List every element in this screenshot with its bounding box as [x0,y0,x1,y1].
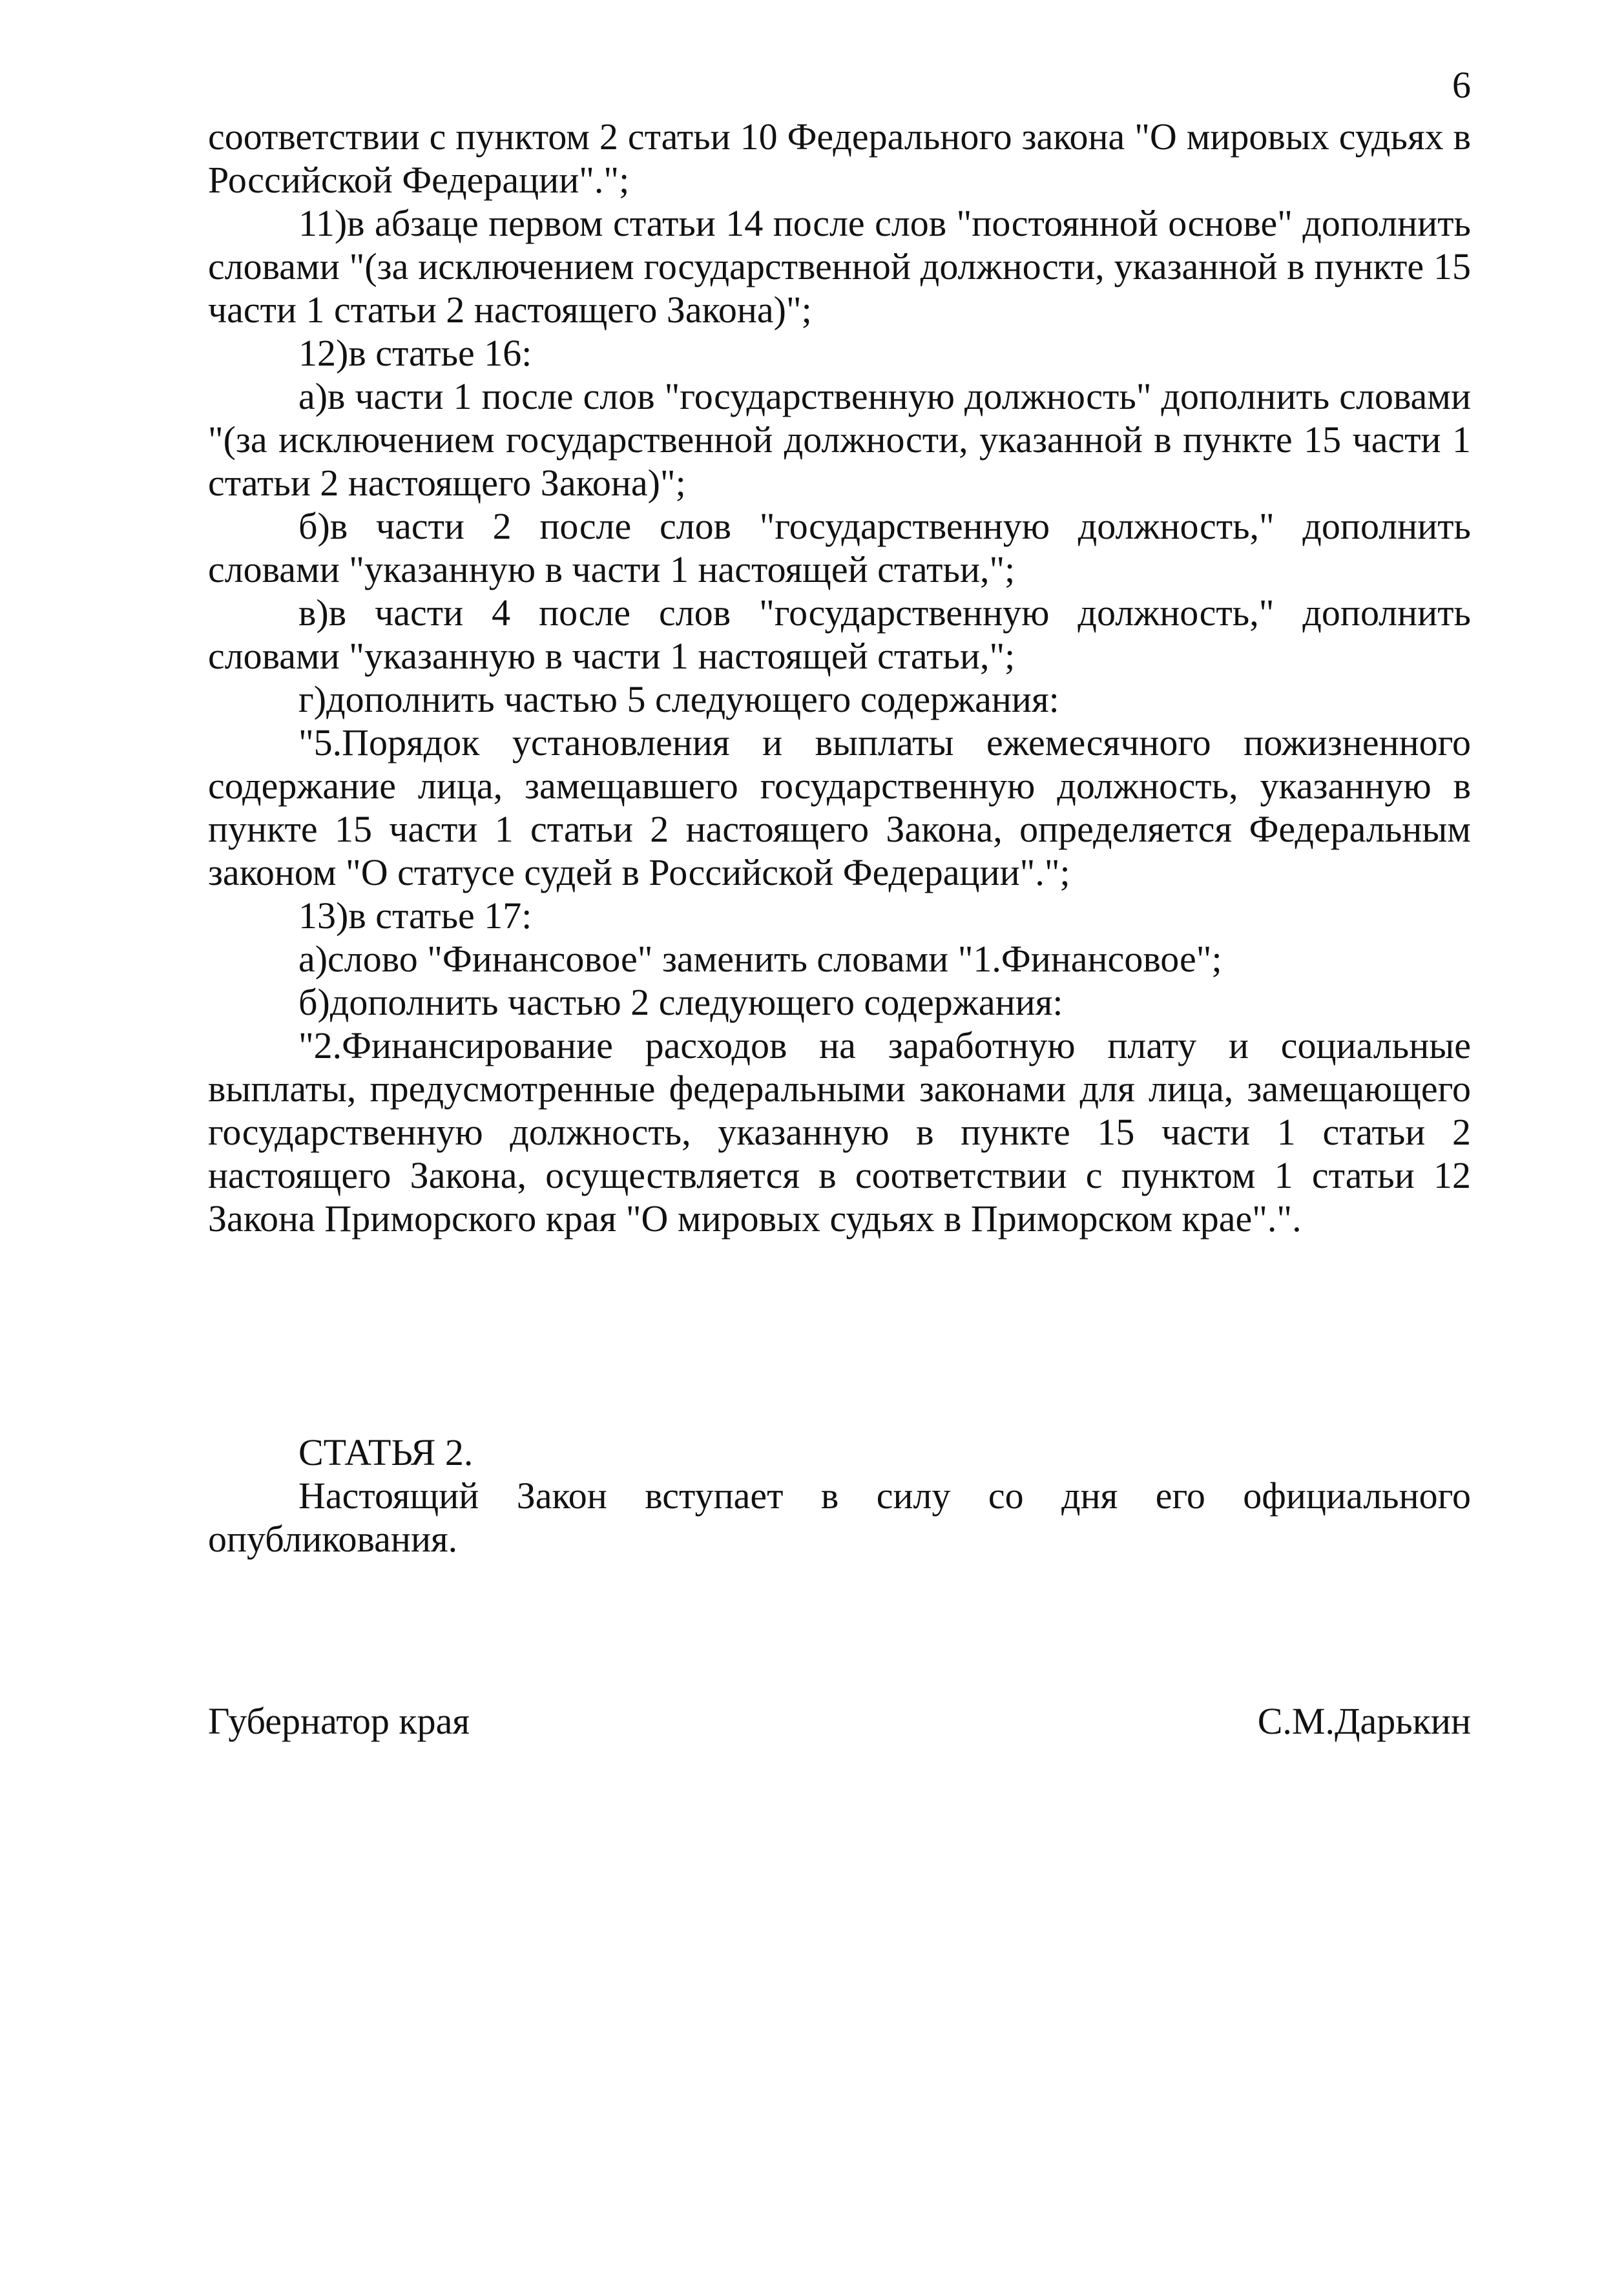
signature-title: Губернатор края [208,1700,470,1742]
page-number: 6 [1452,64,1471,106]
paragraph: б)дополнить частью 2 следующего содержания: [298,981,1063,1023]
paragraph: 12)в статье 16: [298,332,532,374]
document-text-block [208,115,1471,1743]
paragraph: 13)в статье 17: [298,895,532,937]
paragraph: 11)в абзаце первом статьи 14 после слов "постоянной основе" дополнить словами "(за исключением государственной должности, указанной в пункте 15 части 1 статьи 2 настоящего Закона)"; [208,202,1471,331]
spacer [208,1240,1471,1431]
signature-row [208,1699,1471,1743]
article-2-body: Настоящий Закон вступает в силу со дня его официального опубликования. [208,1475,1471,1560]
paragraph: г)дополнить частью 5 следующего содержания: [298,678,1059,720]
paragraph: соответствии с пунктом 2 статьи 10 Федерального закона "О мировых судьях в Российской Федерации"."; [208,116,1471,201]
article-2-heading: СТАТЬЯ 2. [298,1431,474,1473]
paragraph: "5.Порядок установления и выплаты ежемесячного пожизненного содержание лица, замещавшего государственную должность, указанную в пункте 15 части 1 статьи 2 настоящего Закона, определяется Федеральным законом "О статусе судей в Российской Федерации"."; [208,721,1471,893]
paragraph: а)слово "Финансовое" заменить словами "1.Финансовое"; [298,938,1222,980]
paragraph: "2.Финансирование расходов на заработную плату и социальные выплаты, предусмотренные федеральными законами для лица, замещающего государственную должность, указанную в пункте 15 части 1 статьи 2 настоящего Закона, осуществляется в соответствии с пунктом 1 статьи 12 Закона Приморского края "О мировых судьях в Приморском крае".". [208,1024,1471,1240]
signature-name: С.М.Дарькин [1257,1700,1471,1742]
paragraph: а)в части 1 после слов "государственную должность" дополнить словами "(за исключением государственной должности, указанной в пункте 15 части 1 статьи 2 настоящего Закона)"; [208,375,1471,504]
paragraph: б)в части 2 после слов "государственную должность," дополнить словами "указанную в части 1 настоящей статьи,"; [208,505,1471,590]
spacer [208,1561,1471,1699]
paragraph: в)в части 4 после слов "государственную должность," дополнить словами "указанную в части 1 настоящей статьи,"; [208,592,1471,677]
